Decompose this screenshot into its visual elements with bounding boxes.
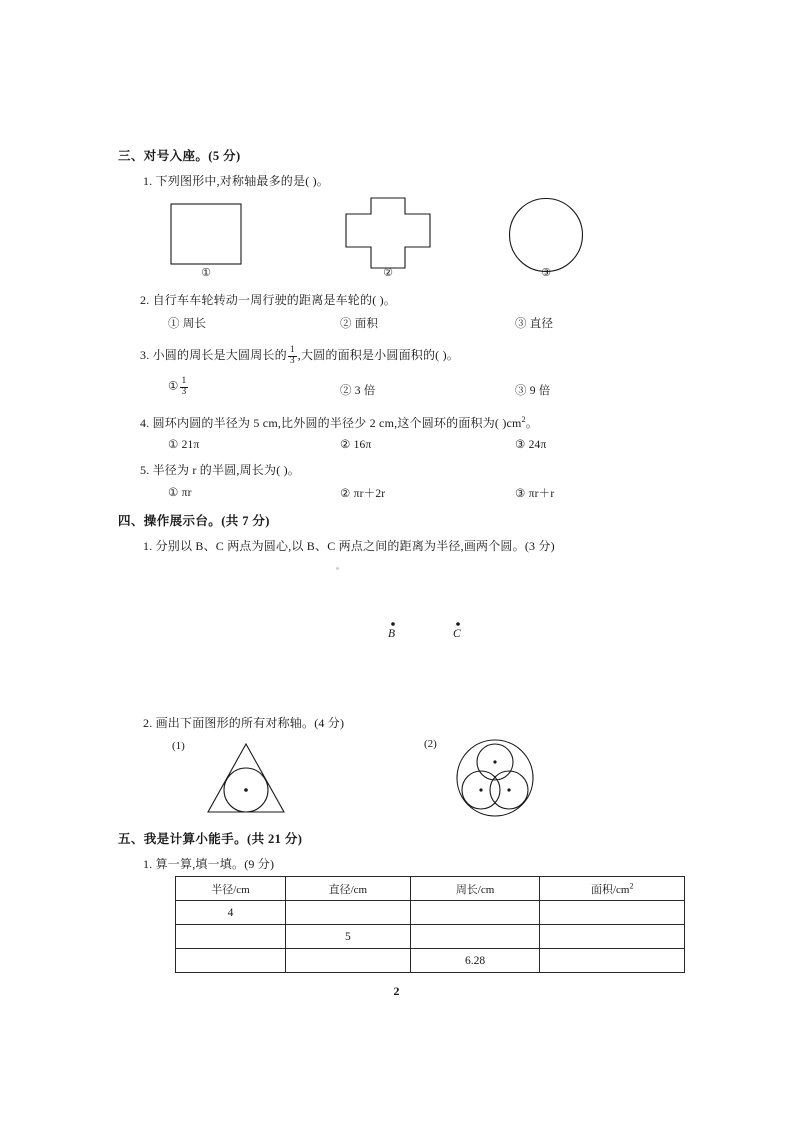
section4-question-1-text: 1. 分别以 B、C 两点为圆心,以 B、C 两点之间的距离为半径,画两个圆。(3 分) [143,539,555,553]
cell-r2c1[interactable] [176,925,286,949]
section-5-heading: 五、我是计算小能手。(共 21 分) [118,832,303,846]
q3-option-1-denominator: 3 [181,386,187,397]
section-3-heading: 三、对号入座。(5 分) [118,149,241,163]
header-radius: 半径/cm [176,877,286,901]
figure-triangle-inscribed-circle [205,742,287,816]
q3-option-1-fraction [180,377,189,398]
q4-option-1[interactable]: ① 21π [168,439,200,451]
q3-option-3[interactable]: ③ 9 倍 [515,385,551,397]
section4-question-2-text: 2. 画出下面图形的所有对称轴。(4 分) [143,716,345,730]
q3-text-after: ,大圆的面积是小圆面积的( )。 [297,348,459,362]
cell-r2c3[interactable] [410,925,540,949]
section3-question-2-text: 2. 自行车车轮转动一周行驶的距离是车轮的( )。 [140,293,396,307]
q4-option-3[interactable]: ③ 24π [515,439,547,451]
point-b-label: B [388,628,396,640]
section3-question-1-text: 1. 下列图形中,对称轴最多的是( )。 [143,174,329,188]
q3-fraction [288,346,297,367]
header-area-superscript: 2 [629,880,634,890]
figure-circle [508,197,584,273]
figure-circle-three-inner-circles [455,738,535,818]
q4-superscript: 2 [521,415,526,424]
figure-cross-label: ② [383,267,393,279]
cell-r1c4[interactable] [540,901,685,925]
q3-option-1-marker: ① [168,380,179,393]
q5-option-1[interactable]: ① πr [168,487,192,499]
q5-option-3[interactable]: ③ πr＋r [515,488,555,500]
cell-r3c4[interactable] [540,949,685,973]
figure-2-label: (2) [424,738,437,750]
header-area-text: 面积/cm [590,883,630,896]
table-row [176,901,685,925]
q4-option-2[interactable]: ② 16π [340,439,372,451]
table-row [176,949,685,973]
figure-circle-label: ③ [541,267,551,279]
section-4-heading: 四、操作展示台。(共 7 分) [118,514,270,528]
header-diameter: 直径/cm [285,877,410,901]
calculation-table [175,876,685,973]
figure-cross [345,197,431,269]
q3-text-before: 3. 小圆的周长是大圆周长的 [140,348,287,362]
cell-r3c1[interactable] [176,949,286,973]
cell-r2c4[interactable] [540,925,685,949]
figure-square-label: ① [201,267,211,279]
cell-r1c2[interactable] [285,901,410,925]
q2-option-2[interactable]: ② 面积 [340,318,379,330]
figure-1-label: (1) [172,740,185,752]
cell-r1c1[interactable]: 4 [176,901,286,925]
cell-r2c2[interactable]: 5 [285,925,410,949]
cell-r3c3[interactable]: 6.28 [410,949,540,973]
scan-speck [336,567,339,570]
section3-question-3-text [140,346,459,367]
table-row [176,925,685,949]
cell-r1c3[interactable] [410,901,540,925]
q3-option-1[interactable] [168,377,189,398]
page-number: 2 [393,984,400,998]
section5-question-1-text: 1. 算一算,填一填。(9 分) [143,857,275,871]
q3-fraction-denominator: 3 [289,356,295,367]
q2-option-3[interactable]: ③ 直径 [515,318,554,330]
q3-option-2[interactable]: ② 3 倍 [340,385,376,397]
section3-question-4-text [140,414,538,431]
q5-option-2[interactable]: ② πr＋2r [340,488,386,500]
q2-option-1[interactable]: ① 周长 [168,318,207,330]
q4-text: 4. 圆环内圆的半径为 5 cm,比外圆的半径少 2 cm,这个圆环的面积为( )cm [140,416,522,430]
header-area [540,877,685,901]
q4-text-tail: 。 [525,416,538,430]
cell-r3c2[interactable] [285,949,410,973]
section3-question-5-text: 5. 半径为 r 的半圆,周长为( )。 [140,463,300,477]
point-c-label: C [453,628,461,640]
q3-fraction-numerator: 1 [289,345,295,356]
figure-square [170,203,242,265]
q3-option-1-numerator: 1 [181,376,187,386]
table-header-row [176,877,685,901]
header-circumference: 周长/cm [410,877,540,901]
